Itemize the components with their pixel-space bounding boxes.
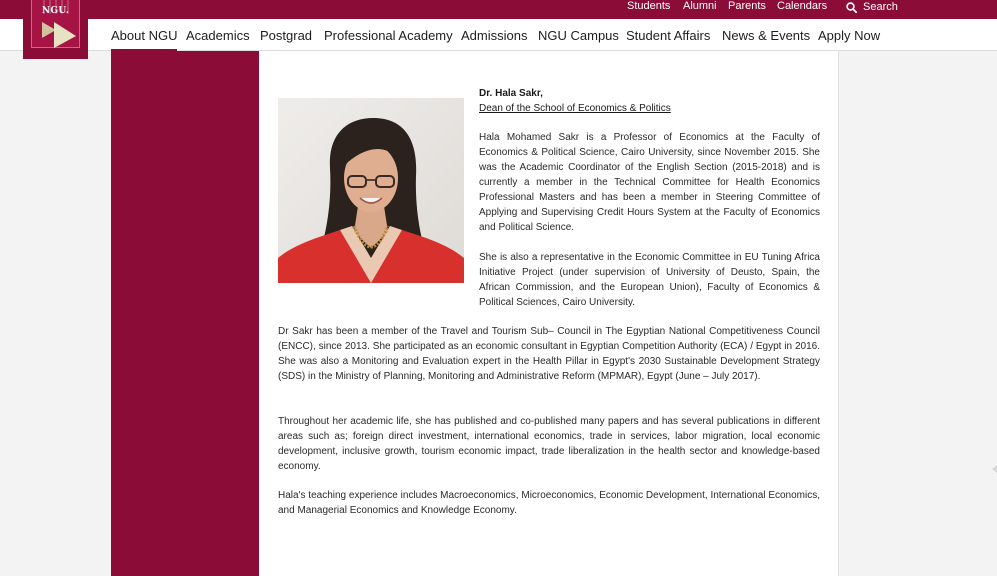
search-icon: [846, 2, 857, 13]
bio-paragraph-5: Hala's teaching experience includes Macroeconomics, Microeconomics, Economic Development, International Economics, and Managerial Economics and Knowledge Economy.: [278, 490, 820, 516]
nav-ngu-campus[interactable]: NGU Campus: [538, 28, 619, 43]
utility-link-alumni[interactable]: Alumni: [683, 0, 717, 12]
sidebar: [111, 51, 259, 576]
nav-about-ngu[interactable]: About NGU: [111, 28, 178, 43]
logo-text: NGU.: [41, 6, 70, 16]
utility-bar: [0, 0, 997, 19]
search-button[interactable]: [846, 0, 898, 14]
main-nav: [0, 19, 997, 51]
bio-paragraph-3: Dr Sakr has been a member of the Travel and Tourism Sub– Council in The Egyptian National Competitiveness Council (ENCC), since 2013. She participated as an economic consultant in Egyptian Competition Authority (ECA) / Egypt in 2016. She was also a Monitoring and Evaluation expert in the Health Pillar in Egypt's 2030 Sustainable Development Strategy (SDS) in the Ministry of Planning, Monitoring and Administrative Reform (MPMAR), Egypt (June – July 2017).: [278, 326, 820, 382]
ngu-logo[interactable]: [23, 0, 88, 59]
bio-paragraph-1: Hala Mohamed Sakr is a Professor of Economics at the Faculty of Economics & Political Science, Cairo University, since November 2015. She was the Academic Coordinator of the English Section (2015-2018) and is currently a member in the Technical Committee for Health Economics Professional Masters and has been a member in Steering Committee of Applying and Supervising Credit Hours System at the Faculty of Economics and Political Science.: [479, 132, 820, 233]
utility-link-parents[interactable]: Parents: [728, 0, 766, 12]
nav-news-events[interactable]: News & Events: [722, 28, 811, 43]
nav-academics[interactable]: Academics: [186, 28, 250, 43]
utility-link-calendars[interactable]: Calendars: [777, 0, 828, 12]
portrait-photo: [278, 98, 464, 283]
bio-paragraph-4: Throughout her academic life, she has published and co-published many papers and has several publications in different areas such as; foreign direct investment, international economics, trade in services, labor migration, local economic development, inclusive growth, tourism economic impact, trade liberalization in the health sector and knowledge-based economy.: [278, 416, 820, 472]
nav-professional-academy[interactable]: Professional Academy: [324, 28, 453, 43]
nav-admissions[interactable]: Admissions: [461, 28, 528, 43]
logo-shield: [31, 0, 80, 48]
bio-paragraph-2: She is also a representative in the Economic Committee in EU Tuning Africa Initiative Project (under supervision of University of Deusto, Spain, the African Commission, and the European Union), Faculty of Economics & Political Sciences, Cairo University.: [479, 252, 820, 308]
scroll-indicator-icon[interactable]: [990, 462, 997, 476]
nav-apply-now[interactable]: Apply Now: [818, 28, 881, 43]
profile-title: Dean of the School of Economics & Politics: [479, 103, 671, 114]
nav-student-affairs[interactable]: Student Affairs: [626, 28, 711, 43]
utility-link-students[interactable]: Students: [627, 0, 671, 12]
nav-postgrad[interactable]: Postgrad: [260, 28, 313, 43]
profile-name: Dr. Hala Sakr,: [479, 88, 543, 99]
search-label: Search: [863, 0, 898, 13]
